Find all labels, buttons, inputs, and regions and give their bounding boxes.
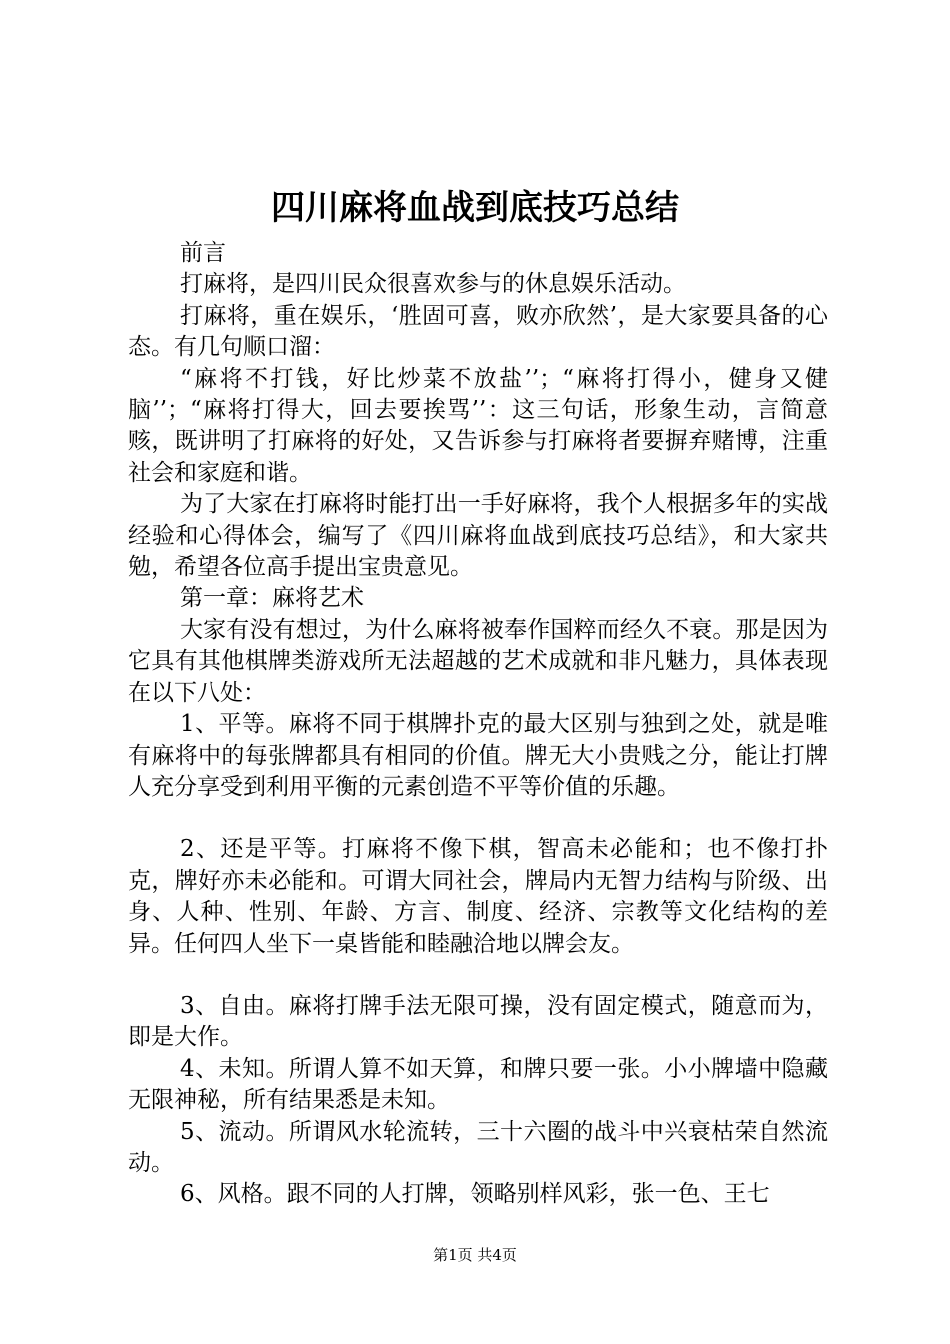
- list-item: 1、平等。麻将不同于棋牌扑克的最大区别与独到之处，就是唯有麻将中的每张牌都具有相同的价值。牌无大小贵贱之分，能让打牌人充分享受到利用平衡的元素创造不平等价值的乐趣。: [128, 711, 828, 800]
- page-footer: 第1页 共4页: [433, 1246, 517, 1264]
- list-item: 5、流动。所谓风水轮流转，三十六圈的战斗中兴衰枯荣自然流动。: [128, 1118, 828, 1176]
- paragraph: 为了大家在打麻将时能打出一手好麻将，我个人根据多年的实战经验和心得体会，编写了《四川麻将血战到底技巧总结》，和大家共勉，希望各位高手提出宝贵意见。: [128, 491, 828, 581]
- paragraph-chapter-heading: 第一章：麻将艺术: [180, 585, 364, 612]
- list-item: 4、未知。所谓人算不如天算，和牌只要一张。小小牌墙中隐藏无限神秘，所有结果悉是未知。: [128, 1055, 828, 1114]
- list-item: 6、风格。跟不同的人打牌，领略别样风彩，张一色、王七: [180, 1181, 770, 1208]
- paragraph: “麻将不打钱，好比炒菜不放盐’’；“麻将打得小，健身又健脑’’；“麻将打得大，回去要挨骂’’：这三句话，形象生动，言简意赅，既讲明了打麻将的好处，又告诉参与打麻将者要摒弃赌博，注重社会和家庭和谐。: [128, 365, 828, 486]
- list-item: 3、自由。麻将打牌手法无限可操，没有固定模式，随意而为，即是大作。: [128, 992, 828, 1051]
- paragraph-preface-heading: 前言: [180, 240, 226, 266]
- document-title: 四川麻将血战到底技巧总结: [271, 188, 679, 228]
- document-body: [128, 238, 828, 1211]
- paragraph: 打麻将，重在娱乐，‘胜固可喜，败亦欣然’，是大家要具备的心态。有几句顺口溜：: [128, 302, 828, 361]
- list-item: 2、还是平等。打麻将不像下棋，智高未必能和；也不像打扑克，牌好亦未必能和。可谓大同社会，牌局内无智力结构与阶级、出身、人种、性别、年龄、方言、制度、经济、宗教等文化结构的差异。任何四人坐下一桌皆能和睦融洽地以牌会友。: [128, 836, 828, 957]
- paragraph: 大家有没有想过，为什么麻将被奉作国粹而经久不衰。那是因为它具有其他棋牌类游戏所无法超越的艺术成就和非凡魅力，具体表现在以下八处：: [128, 616, 828, 706]
- paragraph: 打麻将，是四川民众很喜欢参与的休息娱乐活动。: [180, 271, 686, 298]
